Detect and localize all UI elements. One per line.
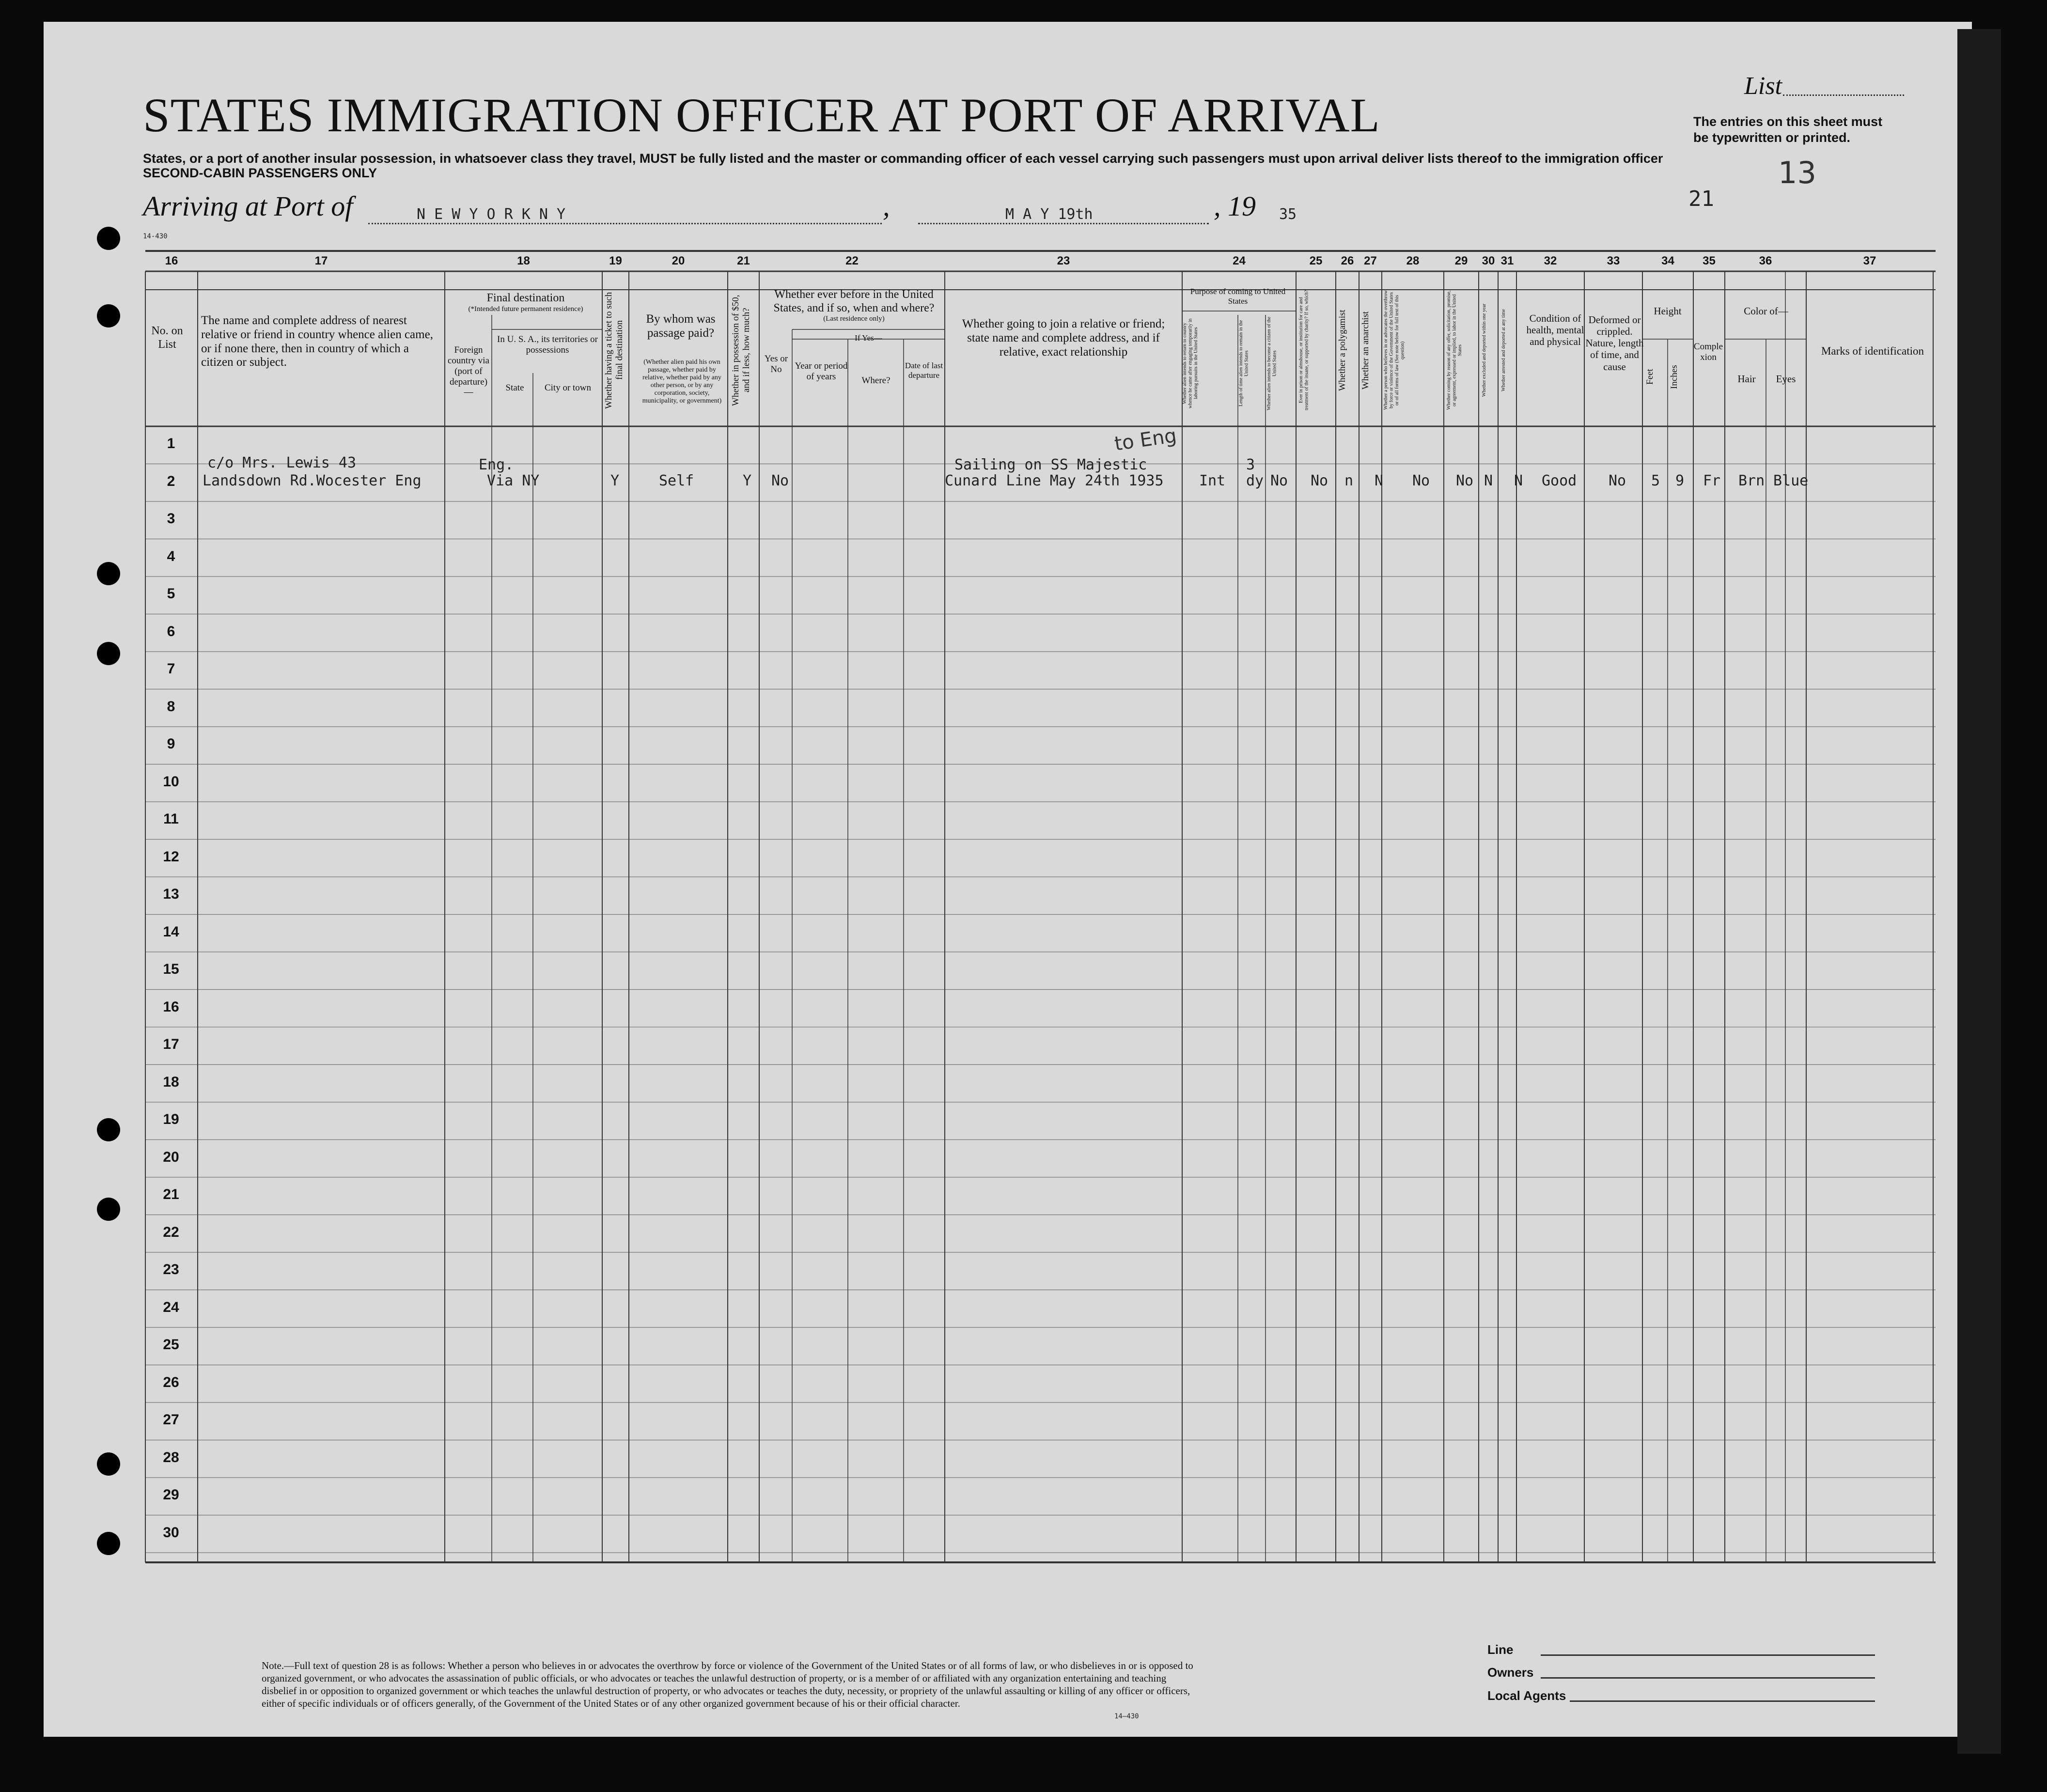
header-c22-year: Year or period of years <box>795 361 848 382</box>
entry-ever-before: No <box>771 472 789 489</box>
arrival-date: M A Y 19th <box>1005 206 1093 223</box>
column-number-30: 30 <box>1482 254 1495 267</box>
entry-prison: No <box>1311 472 1328 489</box>
row-number-5: 5 <box>167 586 175 602</box>
form-code: 14-430 <box>143 233 168 240</box>
arrival-port: N E W Y O R K N Y <box>417 206 566 223</box>
line-label: Line <box>1487 1642 1514 1657</box>
entry-deformed: No <box>1609 472 1626 489</box>
header-c36-eyes: Eyes <box>1776 373 1796 385</box>
column-number-26: 26 <box>1341 254 1354 267</box>
header-c18-city: City or town <box>544 383 592 393</box>
row-number-24: 24 <box>163 1299 179 1315</box>
footer-form-code: 14—430 <box>1114 1713 1139 1720</box>
column-number-16: 16 <box>165 254 178 267</box>
row-number-3: 3 <box>167 511 175 527</box>
header-c34-feet: Feet <box>1645 369 1655 385</box>
entry-join-handwritten: to Eng <box>1113 424 1178 455</box>
row-number-10: 10 <box>163 773 179 790</box>
header-c26: Whether a polygamist <box>1337 310 1347 391</box>
row-number-16: 16 <box>163 998 179 1015</box>
entry-foreign-country: Eng. <box>479 456 514 473</box>
header-c24-length: Length of time alien intends to remain in the United States <box>1238 320 1250 407</box>
column-number-22: 22 <box>845 254 859 267</box>
header-c25: Ever in prison or almshouse, or institution for care and treatment of the insane, or supported by charity? If so, which? <box>1298 290 1310 411</box>
row-number-22: 22 <box>163 1224 179 1240</box>
column-number-32: 32 <box>1544 254 1557 267</box>
entry-complexion: Fr <box>1703 472 1721 489</box>
entry-feet: 5 <box>1651 472 1660 489</box>
comma: , <box>883 190 890 222</box>
header-c22-note: (Last residence only) <box>823 315 885 323</box>
row-number-23: 23 <box>163 1262 179 1278</box>
header-c24-citizen: Whether alien intends to become a citizen of the United States <box>1266 316 1278 410</box>
header-c29: Whether coming by reason of any offer, solicitation, promise, or agreement, expressed or implied, to labor in the United States <box>1446 290 1463 410</box>
entry-relative-line2: Landsdown Rd.Wocester Eng <box>203 472 422 489</box>
row-number-11: 11 <box>163 811 179 827</box>
entry-passage-paid: Self <box>659 472 694 489</box>
row-number-17: 17 <box>163 1036 179 1053</box>
header-c34-inches: Inches <box>1669 365 1679 389</box>
entry-offer: No <box>1456 472 1474 489</box>
row-number-8: 8 <box>167 698 175 715</box>
entry-ticket: Y <box>610 472 620 489</box>
column-number-25: 25 <box>1309 254 1323 267</box>
entry-join-line2: Cunard Line May 24th 1935 <box>945 472 1164 489</box>
header-c18-foreign: Foreign country via (port of departure)— <box>447 345 489 398</box>
year-prefix-digits: 19 <box>1228 190 1256 222</box>
header-c35: Complexion <box>1693 342 1723 362</box>
row-number-26: 26 <box>163 1374 179 1390</box>
question-28-note: Note.—Full text of question 28 is as follows: Whether a person who believes in or advocates the overthrow by force or violence of the Government of the United States or of all forms of law, or who disbelieves in or is opposed to organized government, or who advocates the assassination of public officials, or who advocates or teaches the unlawful destruction of property, or is a member of or affiliated with any organization entertaining and teaching disbelief in or opposition to organized government or which teaches the unlawful destruction of property, or who advocates or teaches the duty, necessity, or propriety of the unlawful assaulting or killing of any officer or officers, either of specific individuals or of officers generally, of the Government of the United States or of any other organized government because of his or their official character. <box>262 1660 1193 1709</box>
owners-field <box>1541 1677 1875 1679</box>
header-c34-title: Height <box>1654 305 1682 317</box>
entry-eyes: Blue <box>1773 472 1809 489</box>
header-c36-title: Color of— <box>1744 305 1788 317</box>
column-number-19: 19 <box>609 254 622 267</box>
header-c22-where: Where? <box>861 375 891 386</box>
entry-hair: Brn <box>1738 472 1765 489</box>
list-label: List <box>1744 72 1782 100</box>
local-agents-label: Local Agents <box>1487 1688 1566 1703</box>
header-c24-return: Whether alien intends to return to country whence he came after engaging temporarily in laboring pursuits in the United States <box>1182 318 1199 408</box>
entry-via: Via NY <box>487 472 540 489</box>
column-number-18: 18 <box>517 254 530 267</box>
entries-note-line1: The entries on this sheet must <box>1693 114 1883 129</box>
entry-inches: 9 <box>1675 472 1685 489</box>
row-number-15: 15 <box>163 961 179 978</box>
entry-length-number: 3 <box>1246 456 1255 473</box>
arriving-label: Arriving at Port of <box>143 190 353 222</box>
year-prefix: , 19 <box>1214 190 1256 222</box>
entry-arrested: N <box>1514 472 1523 489</box>
handwritten-sheet-number: 13 <box>1778 155 1816 190</box>
row-number-2: 2 <box>167 473 175 489</box>
row-number-20: 20 <box>163 1149 179 1165</box>
header-c31: Whether arrested and deported at any time <box>1501 309 1506 391</box>
header-c22-title: Whether ever before in the United States, and if so, when and where? <box>773 288 935 314</box>
row-number-19: 19 <box>163 1111 179 1128</box>
row-number-30: 30 <box>163 1524 179 1541</box>
column-number-31: 31 <box>1500 254 1514 267</box>
header-c27: Whether an anarchist <box>1360 311 1371 390</box>
owners-label: Owners <box>1487 1665 1534 1680</box>
row-number-21: 21 <box>163 1186 179 1203</box>
row-number-28: 28 <box>163 1449 179 1465</box>
column-number-36: 36 <box>1759 254 1772 267</box>
row-number-6: 6 <box>167 623 175 639</box>
header-c22-yes-or-no: Yes or No <box>764 354 788 374</box>
row-number-9: 9 <box>167 736 175 752</box>
row-number-18: 18 <box>163 1074 179 1090</box>
header-c18-note: (*Intended future permanent residence) <box>468 305 583 313</box>
entry-length-unit: dy <box>1246 472 1264 489</box>
column-number-29: 29 <box>1454 254 1468 267</box>
entry-anarchist: N <box>1375 472 1384 489</box>
row-number-14: 14 <box>163 923 179 940</box>
row-number-12: 12 <box>163 848 179 865</box>
column-number-21: 21 <box>737 254 750 267</box>
header-c20-title: By whom was passage paid? <box>646 312 716 340</box>
header-c24-title: Purpose of coming to United States <box>1190 287 1286 306</box>
entries-note-line2: be typewritten or printed. <box>1693 130 1851 145</box>
header-c21: Whether in possession of $50, and if less, how much? <box>731 295 751 406</box>
year-suffix: 35 <box>1279 206 1297 223</box>
row-number-13: 13 <box>163 886 179 903</box>
header-c20-note: (Whether alien paid his own passage, whether paid by relative, whether paid by any other person, or by any corporation, society, municipality, or government) <box>642 358 722 405</box>
header-c37: Marks of identification <box>1821 345 1924 357</box>
column-number-24: 24 <box>1233 254 1246 267</box>
header-c18-title: Final destination <box>486 292 565 304</box>
form-title: STATES IMMIGRATION OFFICER AT PORT OF ARRIVAL <box>143 88 1380 142</box>
column-number-33: 33 <box>1607 254 1620 267</box>
column-number-34: 34 <box>1661 254 1674 267</box>
entry-polygamist: n <box>1344 472 1354 489</box>
row-number-27: 27 <box>163 1412 179 1428</box>
row-number-29: 29 <box>163 1487 179 1503</box>
entry-relative-line1: c/o Mrs. Lewis 43 <box>207 454 357 471</box>
header-no-on-list: No. on List <box>151 325 183 351</box>
form-instructions: States, or a port of another insular possession, in whatsoever class they travel, MUST be fully listed and the master or commanding officer of each vessel carrying such passengers must upon arrival deliver lists thereof to the immigration officer <box>143 151 1663 166</box>
column-number-20: 20 <box>672 254 685 267</box>
header-c32: Condition of health, mental and physical <box>1526 312 1584 348</box>
header-c19: Whether having a ticket to such final destination <box>604 292 625 409</box>
local-agents-field <box>1570 1700 1875 1702</box>
header-c17: The name and complete address of nearest relative or friend in country whence alien came, or if none there, then in country of which a citizen or subject. <box>201 314 433 369</box>
column-number-35: 35 <box>1703 254 1716 267</box>
entry-purpose: Int <box>1199 472 1226 489</box>
header-c22-if-yes: If Yes— <box>855 333 882 343</box>
form-class: SECOND-CABIN PASSENGERS ONLY <box>143 166 377 180</box>
column-number-37: 37 <box>1863 254 1876 267</box>
sheet-number: 21 <box>1688 187 1714 211</box>
header-c18-usa: In U. S. A., its territories or possessions <box>497 334 598 355</box>
entry-money: Y <box>743 472 752 489</box>
column-number-27: 27 <box>1364 254 1377 267</box>
row-number-25: 25 <box>163 1337 179 1353</box>
row-number-1: 1 <box>167 436 175 452</box>
row-number-4: 4 <box>167 548 175 564</box>
header-c18-state: State <box>505 383 524 393</box>
header-c23: Whether going to join a relative or friend; state name and complete address, and if relative, exact relationship <box>962 317 1165 358</box>
header-c22-date: Date of last departure <box>905 361 943 380</box>
entry-health: Good <box>1542 472 1577 489</box>
row-number-7: 7 <box>167 661 175 677</box>
column-number-28: 28 <box>1406 254 1420 267</box>
header-c36-hair: Hair <box>1737 373 1756 385</box>
entry-join-line1: Sailing on SS Majestic <box>954 456 1147 473</box>
column-number-23: 23 <box>1057 254 1070 267</box>
header-c33: Deformed or crippled. Nature, length of time, and cause <box>1585 314 1644 373</box>
header-c28: Whether a person who believes in or advocates the overthrow by force or violence of the Government of the United States or of all forms of law (See note below for full text of this question) <box>1383 290 1406 410</box>
entry-q28: No <box>1412 472 1430 489</box>
column-number-17: 17 <box>314 254 328 267</box>
line-field <box>1541 1654 1875 1656</box>
header-c30: Whether excluded and deported within one year <box>1482 303 1487 397</box>
entry-citizen: No <box>1270 472 1288 489</box>
entry-excluded: N <box>1484 472 1493 489</box>
